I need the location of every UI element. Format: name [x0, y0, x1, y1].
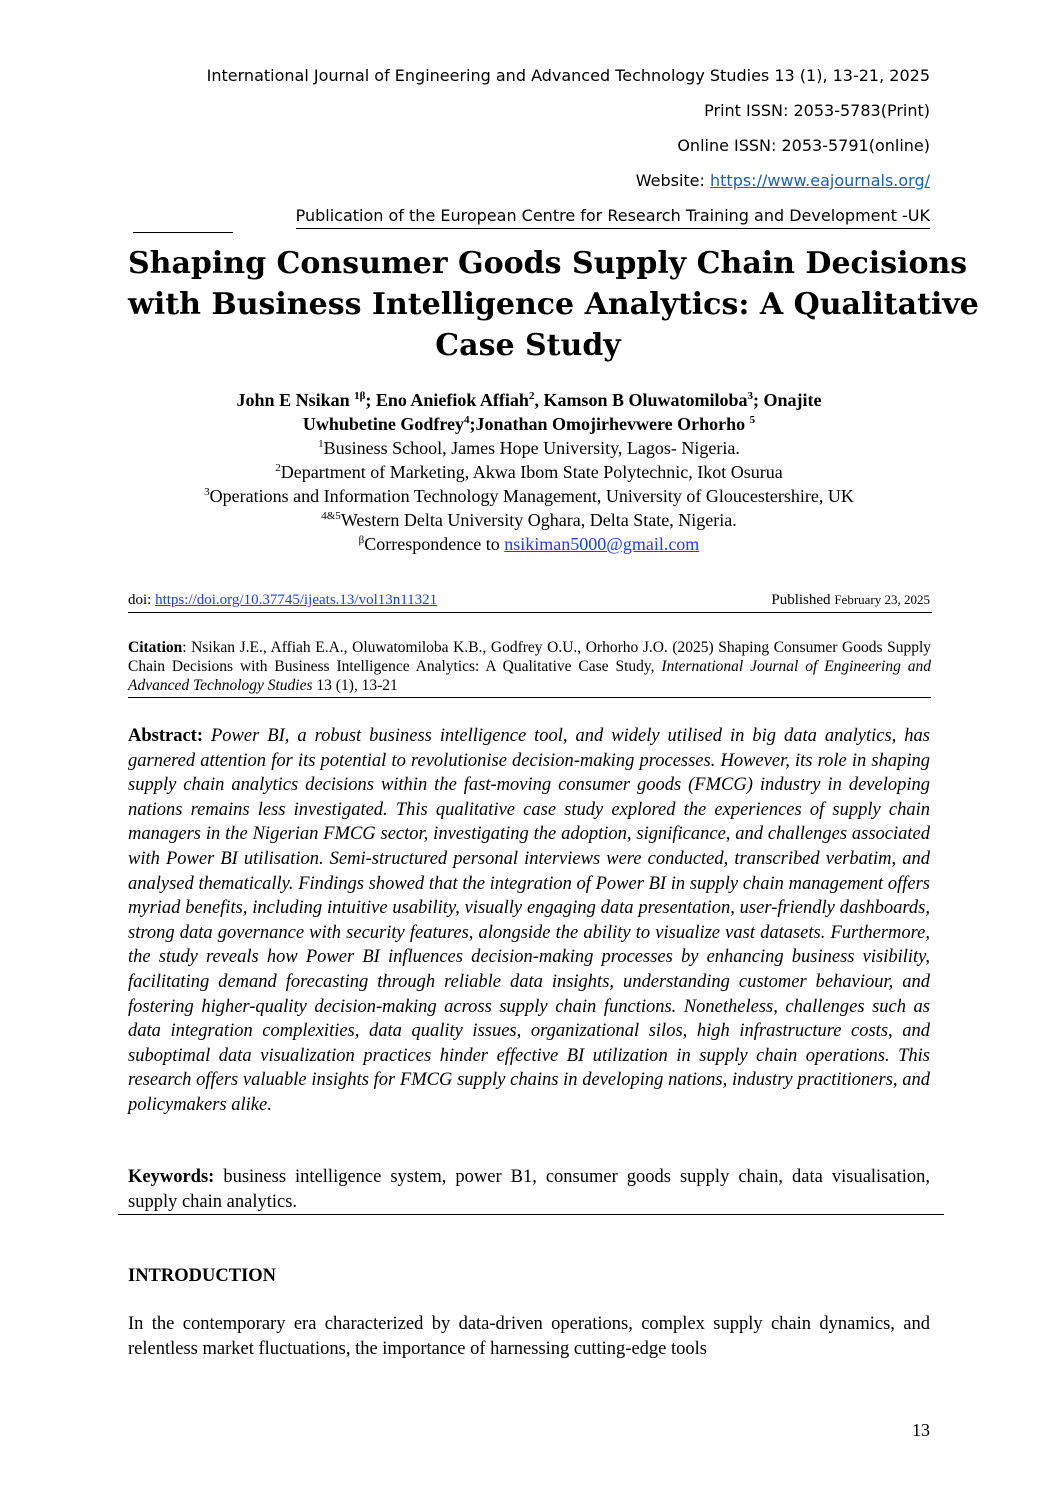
header-rule [133, 232, 233, 233]
author-5-sup: 5 [749, 414, 756, 426]
affiliation-1-text: Business School, James Hope University, Lagos- Nigeria. [323, 438, 740, 458]
citation-block [128, 638, 931, 698]
correspondence-sup: β [358, 534, 365, 546]
citation-text: : Nsikan J.E., Affiah E.A., Oluwatomiloba K.B., Godfrey O.U., Orhorho J.O. (2025) Shaping Consumer Goods Supply Chain Decisions with Business Intelligence Analytics: A Qualitative Case Study, [128, 639, 931, 675]
keywords-label: Keywords: [128, 1167, 215, 1187]
author-1: John E Nsikan [236, 390, 355, 410]
keywords-rule [118, 1214, 944, 1215]
affiliation-2-text: Department of Marketing, Akwa Ibom State Polytechnic, Ikot Osurua [280, 462, 783, 482]
doi-row [128, 590, 932, 613]
correspondence-label: Correspondence to [364, 534, 505, 554]
abstract-label: Abstract: [128, 726, 204, 746]
author-3-sup: 3 [747, 390, 753, 402]
keywords-block [128, 1165, 930, 1214]
online-issn: Online ISSN: 2053-5791(online) [677, 136, 930, 155]
affiliation-1 [128, 436, 930, 460]
authors-line-2 [128, 412, 930, 436]
correspondence-email-link[interactable]: nsikiman5000@gmail.com [504, 534, 700, 554]
title-line-3: Case Study [435, 328, 621, 363]
author-2-sup: 2 [528, 390, 535, 402]
title-line-2: with Business Intelligence Analytics: A Qualitative [128, 287, 979, 322]
website-line [636, 171, 930, 191]
author-4-sup: 4 [464, 414, 470, 426]
introduction-paragraph: In the contemporary era characterized by data-driven operations, complex supply chain dynamics, and relentless market fluctuations, the importance of harnessing cutting-edge tools [128, 1314, 930, 1359]
abstract-block [128, 724, 930, 1118]
author-4-part2: Uwhubetine Godfrey [302, 414, 465, 434]
correspondence-line [128, 532, 930, 556]
citation-journal: International Journal of Engineering and Advanced Technology Studies [128, 658, 931, 694]
affiliation-3 [128, 484, 930, 508]
publication-line: Publication of the European Centre for Research Training and Development -UK [296, 206, 930, 229]
page-number: 13 [912, 1420, 930, 1440]
author-5: ;Jonathan Omojirhevwere Orhorho [469, 414, 750, 434]
citation-tail: 13 (1), 13-21 [312, 677, 398, 694]
abstract-text: Power BI, a robust business intelligence tool, and widely utilised in big data analytics, has garnered attention for its potential to revolutionise decision-making processes. However, its role in shaping supply chain analytics decisions within the fast-moving consumer goods (FMCG) industry in developing nations remains less investigated. This qualitative case study explored the experiences of supply chain managers in the Nigerian FMCG sector, investigating the adoption, significance, and challenges associated with Power BI utilisation. Semi-structured personal interviews were conducted, transcribed verbatim, and analysed thematically. Findings showed that the integration of Power BI in supply chain management offers myriad benefits, including intuitive usability, visually engaging data presentation, user-friendly dashboards, strong data governance with security features, alongside the ability to visualize vast datasets. Furthermore, the study reveals how Power BI influences decision-making processes by enhancing business visibility, facilitating demand forecasting through reliable data insights, understanding customer behaviour, and fostering higher-quality decision-making across supply chain functions. Nonetheless, challenges such as data integration complexities, data quality issues, organizational silos, high infrastructure costs, and suboptimal data visualization practices hinder effective BI utilization in supply chain operations. This research offers valuable insights for FMCG supply chains in developing nations, industry practitioners, and policymakers alike. [128, 726, 930, 1115]
author-1-sup: 1β [354, 390, 366, 402]
author-2: ; Eno Aniefiok Affiah [365, 390, 529, 410]
affiliation-4-text: Western Delta University Oghara, Delta State, Nigeria. [340, 510, 737, 530]
keywords-text: business intelligence system, power B1, consumer goods supply chain, data visualisation, supply chain analytics. [128, 1167, 930, 1212]
website-link[interactable]: https://www.eajournals.org/ [710, 171, 930, 190]
doi-label: doi: [128, 592, 156, 608]
affiliation-4-sup: 4&5 [321, 510, 341, 522]
authors-line-1 [128, 388, 930, 412]
affiliation-4 [128, 508, 930, 532]
affiliation-3-text: Operations and Information Technology Management, University of Gloucestershire, UK [209, 486, 854, 506]
doi-link[interactable]: https://doi.org/10.37745/ijeats.13/vol13n11321 [155, 592, 438, 608]
affiliation-2-sup: 2 [275, 462, 281, 474]
affiliation-2 [128, 460, 930, 484]
author-4-part1: ; Onajite [752, 390, 822, 410]
published-date-value: February 23, 2025 [834, 592, 930, 607]
affiliation-3-sup: 3 [204, 486, 210, 498]
citation-label: Citation [128, 639, 183, 656]
title-line-1: Shaping Consumer Goods Supply Chain Decisions [128, 246, 968, 281]
print-issn: Print ISSN: 2053-5783(Print) [704, 101, 930, 120]
paper-title [128, 243, 979, 366]
published-label: Published [771, 592, 835, 608]
affiliation-1-sup: 1 [318, 438, 324, 450]
author-block [128, 388, 930, 556]
published-date [771, 590, 930, 610]
website-label: Website: [635, 171, 710, 190]
introduction-heading: INTRODUCTION [128, 1266, 277, 1286]
journal-line: International Journal of Engineering and Advanced Technology Studies 13 (1), 13-21, 2025 [206, 66, 930, 85]
author-3: , Kamson B Oluwatomiloba [534, 390, 748, 410]
